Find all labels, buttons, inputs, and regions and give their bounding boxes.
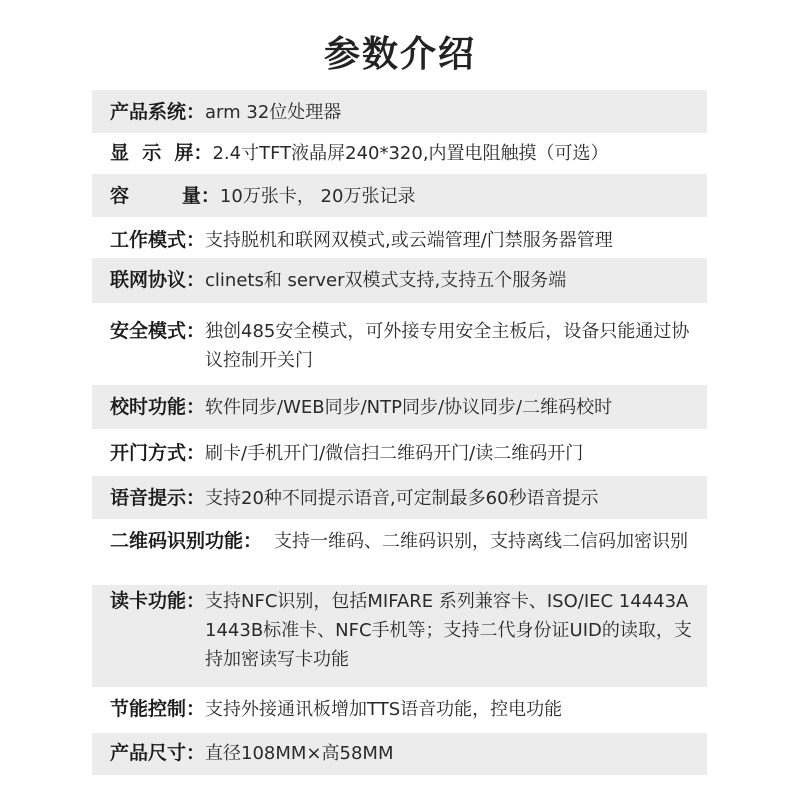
- spec-row-security: [92, 303, 707, 385]
- spec-label: 校时功能：: [110, 396, 206, 418]
- spec-row-size: [92, 733, 707, 775]
- spec-label: 容 量：: [110, 185, 220, 207]
- spec-value: 2.4寸TFT液晶屏240*320,内置电阻触摸（可选）: [212, 143, 609, 164]
- spec-label: 语音提示：: [110, 487, 206, 509]
- page-title: 参数介绍: [323, 34, 476, 75]
- spec-value: 独创485安全模式，可外接专用安全主板后，设备只能通过协议控制开关门: [205, 321, 690, 371]
- spec-value: 直径108MM×高58MM: [205, 743, 394, 764]
- spec-label: 显 示 屏：: [110, 142, 213, 164]
- spec-label: 读卡功能：: [110, 590, 206, 612]
- spec-label: 工作模式：: [110, 229, 206, 251]
- spec-value: 支持一维码、二维码识别，支持离线二信码加密识别: [274, 531, 689, 552]
- spec-value: 刷卡/手机开门/微信扫二维码开门/读二维码开门: [205, 443, 584, 464]
- spec-label: 节能控制：: [110, 698, 206, 720]
- spec-row-time-sync: [92, 385, 707, 429]
- spec-value: 软件同步/WEB同步/NTP同步/协议同步/二维码校时: [205, 397, 613, 418]
- spec-row-capacity: [92, 174, 707, 217]
- spec-row-energy: [92, 687, 707, 733]
- spec-table: [92, 90, 707, 775]
- spec-value: 支持外接通讯板增加TTS语音功能，控电功能: [205, 699, 563, 720]
- spec-label: 产品尺寸：: [110, 742, 206, 764]
- spec-value: 支持NFC识别，包括MIFARE 系列兼容卡、ISO/IEC 14443A 1443B标准卡、NFC手机等；支持二代身份证UID的读取，支持加密读写卡功能: [205, 591, 692, 670]
- spec-value: clinets和 server双模式支持,支持五个服务端: [205, 270, 567, 291]
- spec-row-qrcode: [92, 519, 707, 585]
- spec-row-system: [92, 90, 707, 133]
- spec-row-display: [92, 133, 707, 174]
- spec-label: 产品系统：: [110, 101, 206, 123]
- spec-row-protocol: [92, 258, 707, 303]
- spec-value: 支持脱机和联网双模式,或云端管理/门禁服务器管理: [205, 230, 613, 251]
- spec-row-door-open: [92, 429, 707, 476]
- spec-value: arm 32位处理器: [205, 102, 342, 123]
- spec-row-voice: [92, 476, 707, 519]
- spec-label: 联网协议：: [110, 269, 206, 291]
- spec-label: 二维码识别功能：: [110, 530, 263, 552]
- spec-row-work-mode: [92, 217, 707, 258]
- spec-label: 开门方式：: [110, 442, 206, 464]
- spec-row-card-reading: [92, 585, 707, 687]
- spec-value: 10万张卡， 20万张记录: [219, 186, 416, 207]
- spec-label: 安全模式：: [110, 320, 206, 342]
- spec-value: 支持20种不同提示语音,可定制最多60秒语音提示: [205, 488, 599, 509]
